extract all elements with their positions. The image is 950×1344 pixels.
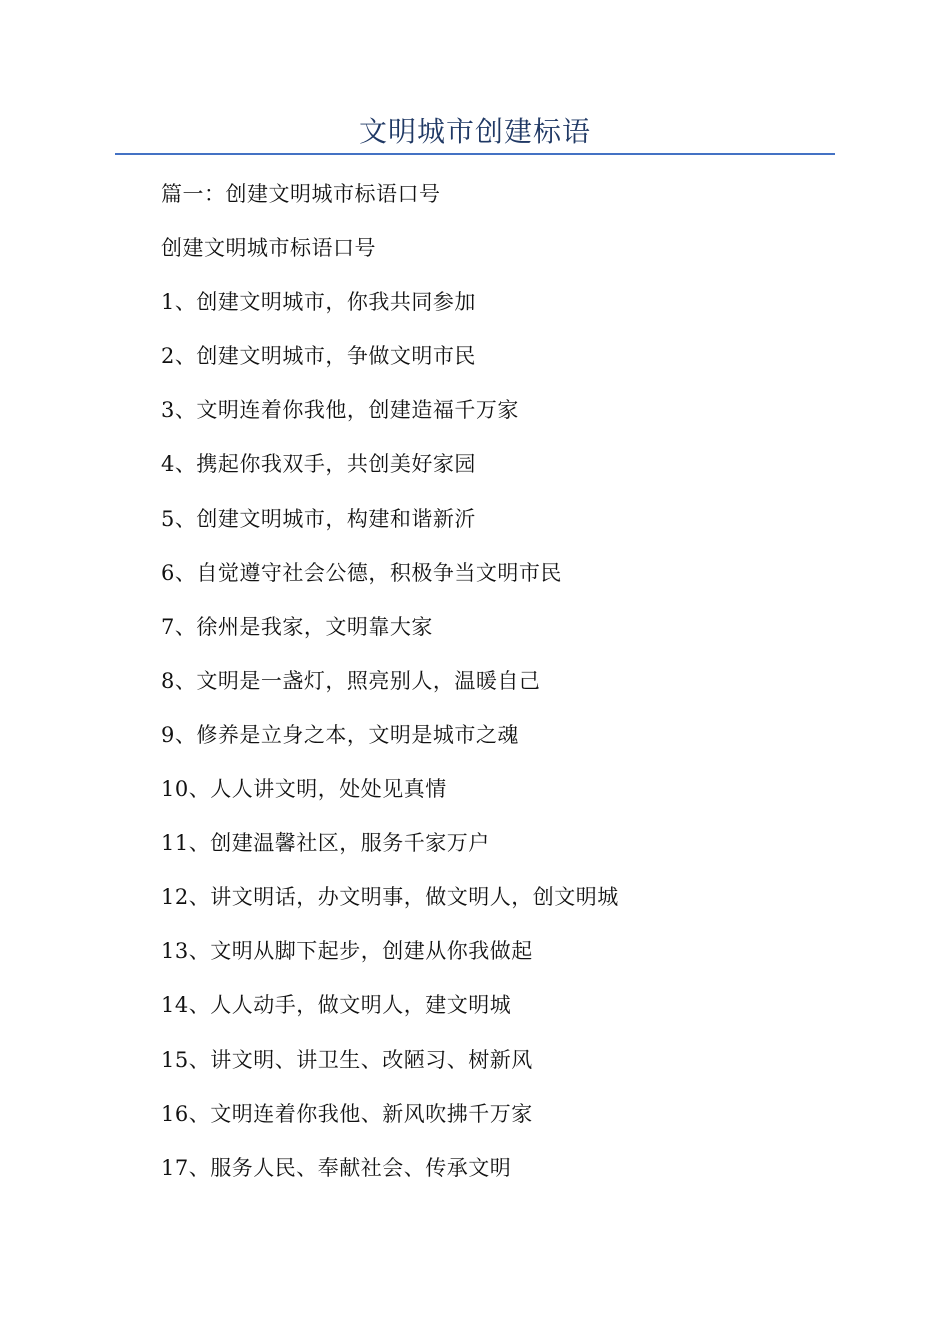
slogan-item: 4、携起你我双手，共创美好家园	[161, 452, 476, 477]
slogan-item: 15、讲文明、讲卫生、改陋习、树新风	[161, 1047, 533, 1072]
slogan-item: 10、人人讲文明，处处见真情	[161, 777, 447, 802]
section-heading: 篇一：创建文明城市标语口号	[161, 182, 441, 206]
slogan-item: 5、创建文明城市，构建和谐新沂	[161, 506, 476, 531]
slogan-item: 7、徐州是我家，文明靠大家	[161, 614, 433, 639]
slogan-item: 6、自觉遵守社会公德，积极争当文明市民	[161, 560, 562, 585]
slogan-item: 13、文明从脚下起步，创建从你我做起	[161, 939, 533, 964]
slogan-item: 9、修养是立身之本，文明是城市之魂	[161, 722, 519, 747]
slogan-item: 11、创建温馨社区，服务千家万户	[161, 831, 490, 856]
slogan-item: 1、创建文明城市，你我共同参加	[161, 290, 476, 315]
slogan-item: 17、服务人民、奉献社会、传承文明	[161, 1155, 512, 1180]
slogan-list	[161, 177, 841, 1205]
slogan-item: 3、文明连着你我他，创建造福千万家	[161, 398, 519, 423]
slogan-item: 16、文明连着你我他、新风吹拂千万家	[161, 1101, 533, 1126]
slogan-item: 14、人人动手，做文明人，建文明城	[161, 993, 512, 1018]
slogan-item: 2、创建文明城市，争做文明市民	[161, 344, 476, 369]
title-underline	[115, 153, 835, 155]
slogan-item: 12、讲文明话，办文明事，做文明人，创文明城	[161, 885, 619, 910]
slogan-item: 8、文明是一盏灯，照亮别人，温暖自己	[161, 668, 541, 693]
subheading: 创建文明城市标语口号	[161, 236, 376, 261]
document-title: 文明城市创建标语	[358, 115, 591, 148]
